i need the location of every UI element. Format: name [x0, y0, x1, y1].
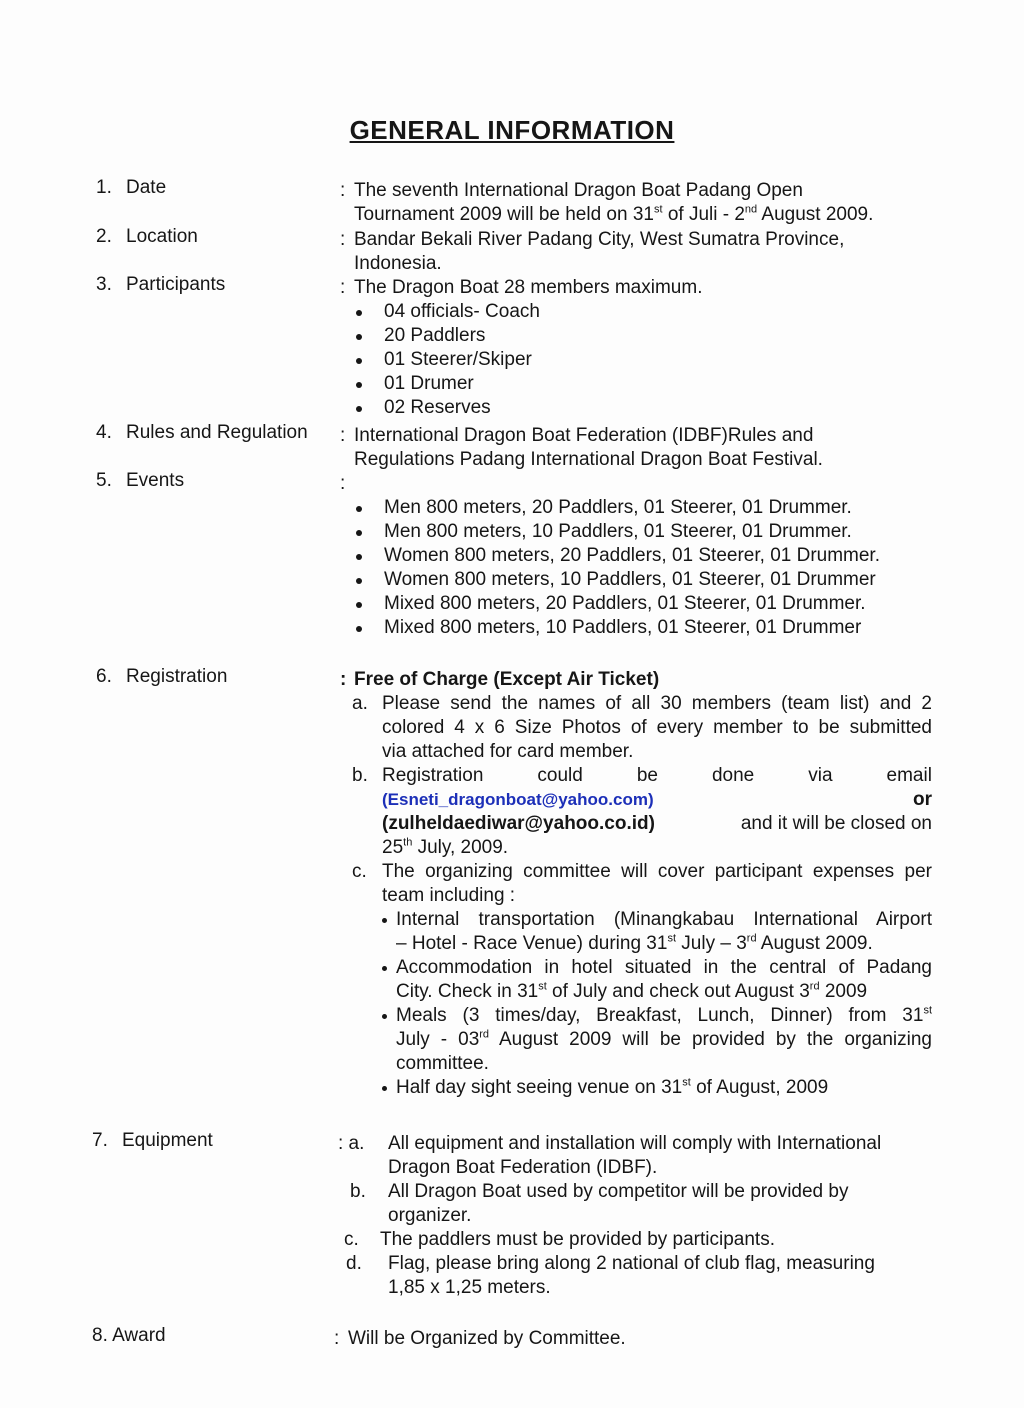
location-line-1: Bandar Bekali River Padang City, West Sumatra Province,	[354, 229, 845, 250]
list-item: Women 800 meters, 20 Paddlers, 01 Steerer, 01 Drummer.	[340, 544, 932, 568]
list-item: Men 800 meters, 20 Paddlers, 01 Steerer, 01 Drummer.	[340, 496, 932, 520]
equipment-item-b: b. All Dragon Boat used by competitor will be provided by organizer.	[350, 1181, 849, 1226]
email-link-zulhelda[interactable]: (zulheldaediwar@yahoo.co.id)	[382, 813, 655, 834]
events-list	[340, 496, 932, 640]
expense-item-accommodation: Accommodation in hotel situated in the central of Padang City. Check in 31st of July and check out August 3rd 2009	[340, 956, 932, 1004]
equipment-item-a: : a. All equipment and installation will comply with International Dragon Boat Federation (IDBF).	[338, 1133, 882, 1178]
list-item: 01 Steerer/Skiper	[340, 348, 932, 372]
section-content-location: : Bandar Bekali River Padang City, West Sumatra Province, Indonesia.	[340, 228, 932, 276]
bullet	[382, 966, 387, 971]
bullet	[382, 918, 387, 923]
section-label-rules	[96, 421, 336, 445]
equipment-item-c: c. The paddlers must be provided by participants.	[344, 1229, 775, 1250]
rules-line-2: Regulations Padang International Dragon Boat Festival.	[354, 449, 823, 470]
section-number: 4.	[96, 422, 112, 443]
section-number: 6.	[96, 666, 112, 687]
registration-close-date: 25th July, 2009.	[382, 836, 509, 858]
section-label-text: Participants	[126, 274, 226, 295]
award-text: Will be Organized by Committee.	[348, 1328, 626, 1349]
section-label-equipment	[92, 1129, 332, 1153]
section-label-registration	[96, 665, 336, 689]
section-label-text: Date	[126, 177, 167, 198]
list-item: 01 Drumer	[340, 372, 932, 396]
registration-item-c: c. The organizing committee will cover participant expenses per team including :	[352, 861, 932, 906]
participants-line-1: The Dragon Boat 28 members maximum.	[354, 277, 703, 298]
list-item: Men 800 meters, 10 Paddlers, 01 Steerer, 01 Drummer.	[340, 520, 932, 544]
item-marker: c.	[344, 1229, 359, 1250]
section-number: 2.	[96, 226, 112, 247]
registration-heading: Free of Charge (Except Air Ticket)	[354, 669, 660, 690]
item-marker: b.	[350, 1181, 366, 1202]
bullet	[382, 1086, 387, 1091]
item-marker: c.	[352, 861, 367, 882]
list-item: Mixed 800 meters, 10 Paddlers, 01 Steerer, 01 Drummer	[340, 616, 932, 640]
registration-item-a: a. Please send the names of all 30 members (team list) and 2 colored 4 x 6 Size Photos of every member to be submitted via attached for card member.	[352, 693, 932, 762]
location-line-2: Indonesia.	[354, 253, 442, 274]
section-label-participants	[96, 273, 336, 297]
expense-item-meals: Meals (3 times/day, Breakfast, Lunch, Dinner) from 31st July - 03rd August 2009 will be provided by the organizing committee.	[340, 1004, 932, 1076]
date-line-1: The seventh International Dragon Boat Padang Open	[354, 180, 803, 201]
page-title: GENERAL INFORMATION	[349, 115, 675, 145]
section-number: 3.	[96, 274, 112, 295]
expense-item-sightseeing: Half day sight seeing venue on 31st of August, 2009	[340, 1076, 932, 1100]
list-item: 02 Reserves	[340, 396, 932, 420]
bullet	[382, 1014, 387, 1019]
section-label-award: 8. Award	[92, 1325, 166, 1346]
list-item: Women 800 meters, 10 Paddlers, 01 Steerer, 01 Drummer	[340, 568, 932, 592]
section-number: 5.	[96, 470, 112, 491]
list-item: 04 officials- Coach	[340, 300, 932, 324]
section-label-text: Rules and Regulation	[126, 422, 308, 443]
section-label-text: Events	[126, 470, 185, 491]
participants-list	[340, 300, 932, 420]
section-label-events	[96, 469, 336, 493]
item-marker: b.	[352, 765, 368, 786]
section-label-text: Equipment	[122, 1130, 213, 1151]
section-content-participants: : The Dragon Boat 28 members maximum. 04 officials- Coach 20 Paddlers 01 Steerer/Skiper 01 Drumer 02 Reserves	[340, 276, 932, 420]
section-content-award: : Will be Organized by Committee.	[334, 1328, 626, 1349]
rules-line-1: International Dragon Boat Federation (IDBF)Rules and	[354, 425, 814, 446]
item-marker: a.	[352, 693, 368, 714]
date-line-2: Tournament 2009 will be held on 31st of Juli - 2nd August 2009.	[354, 203, 874, 225]
item-marker: : a.	[338, 1133, 365, 1154]
registration-item-b: b. Registration could be done via email (Esneti_dragonboat@yahoo.com) or (zulheldaediwar@yahoo.co.id) and it will be closed on 25th July, 2009.	[352, 765, 932, 858]
equipment-item-d: d. Flag, please bring along 2 national of club flag, measuring 1,85 x 1,25 meters.	[346, 1253, 875, 1298]
item-marker: d.	[346, 1253, 362, 1274]
section-label-location	[96, 225, 336, 249]
registration-b-line-1: Registration could be done via email	[382, 765, 932, 786]
section-content-equipment	[338, 1132, 930, 1300]
section-label-date	[96, 176, 336, 200]
expense-item-transport: Internal transportation (Minangkabau International Airport – Hotel - Race Venue) during 31st July – 3rd August 2009.	[340, 908, 932, 956]
section-content-rules: : International Dragon Boat Federation (IDBF)Rules and Regulations Padang International Dragon Boat Festival.	[340, 424, 932, 472]
email-link-esneti[interactable]: (Esneti_dragonboat@yahoo.com)	[382, 790, 654, 809]
list-item: Mixed 800 meters, 20 Paddlers, 01 Steerer, 01 Drummer.	[340, 592, 932, 616]
section-number: 7.	[92, 1130, 108, 1151]
or-text: or	[913, 789, 932, 810]
section-content-date: : The seventh International Dragon Boat Padang Open Tournament 2009 will be held on 31st of Juli - 2nd August 2009.	[340, 179, 932, 227]
section-number: 1.	[96, 177, 112, 198]
section-label-text: Location	[126, 226, 198, 247]
section-content-registration: : Free of Charge (Except Air Ticket) a. Please send the names of all 30 members (team list) and 2 colored 4 x 6 Size Photos of every member to be submitted via attached for card member. b. Registration could be done via email (Esneti_dragonboat@yahoo.com) or (zulheldaediwar@yahoo.co.id) and it will be closed on 25th July, 2009. c. The organizing committee will cover participant expenses per team including : Internal transportation (Minangkabau International Airport – Hotel - Race Venue) during 31st July – 3rd August 2009. Accommodation in hotel situated in the central of Padang City. Check in 31st of July and check out August 3rd 2009 Meals (3 times/day, Breakfast, Lunch, Dinner) from 31st July - 03rd August 2009 will be provided by the organizing committee. Half day sight seeing venue on 31st of August, 2009	[340, 669, 933, 1098]
section-label-text: Registration	[126, 666, 228, 687]
section-content-events: : Men 800 meters, 20 Paddlers, 01 Steerer, 01 Drummer. Men 800 meters, 10 Paddlers, 01 Steerer, 01 Drummer. Women 800 meters, 20 Paddlers, 01 Steerer, 01 Drummer. Women 800 meters, 10 Paddlers, 01 Steerer, 01 Drummer Mixed 800 meters, 20 Paddlers, 01 Steerer, 01 Drummer. Mixed 800 meters, 10 Paddlers, 01 Steerer, 01 Drummer	[340, 472, 932, 640]
list-item: 20 Paddlers	[340, 324, 932, 348]
